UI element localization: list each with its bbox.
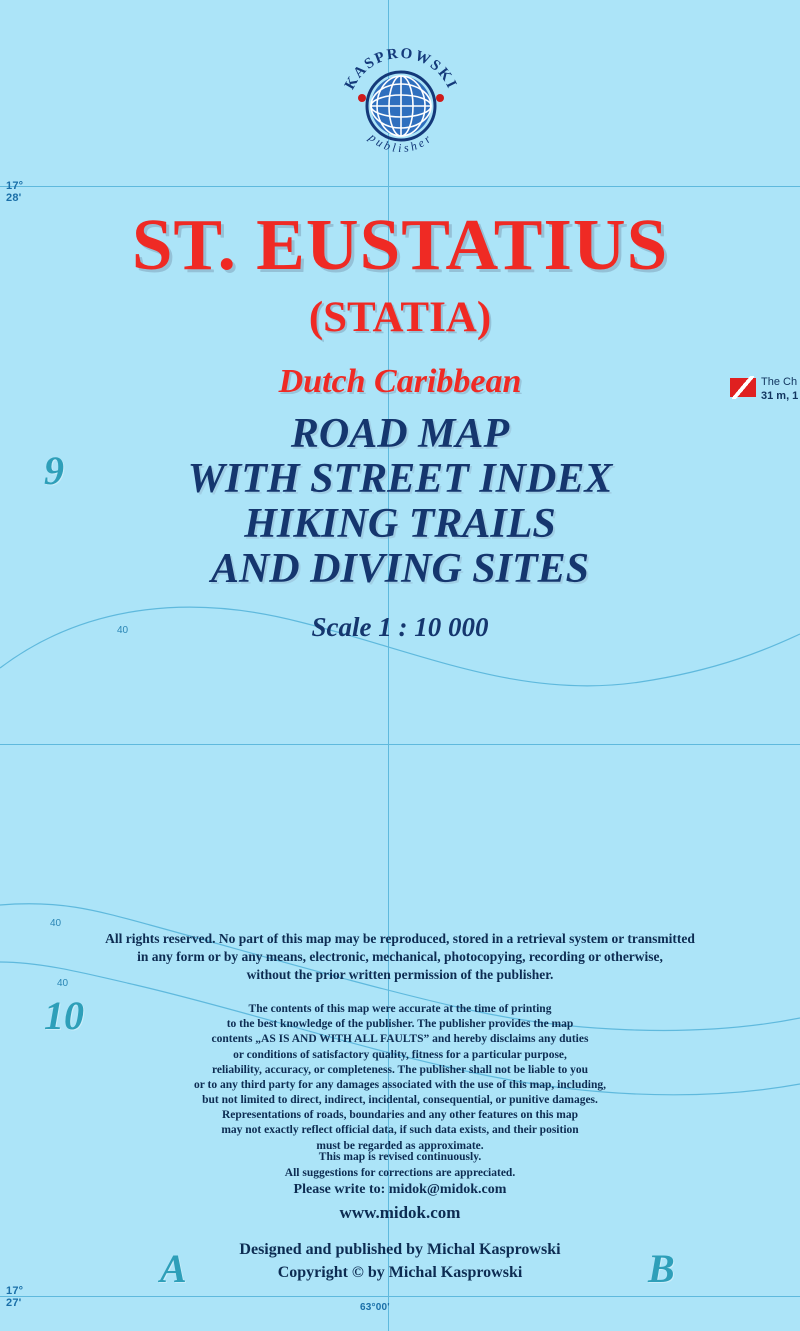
disclaimer-line: contents „AS IS AND WITH ALL FAULTS” and hereby disclaims any duties: [211, 1033, 589, 1046]
disclaimer-line: The contents of this map were accurate at the time of printing: [248, 1003, 552, 1015]
description-line: WITH STREET INDEX: [187, 455, 613, 502]
rights-line: in any form or by any means, electronic, mechanical, photocopying, recording or otherwise,: [137, 948, 663, 964]
disclaimer-line: may not exactly reflect official data, if such data exists, and their position: [221, 1124, 579, 1137]
depth-contour-label: 40: [50, 918, 62, 929]
graticule-horizontal-line: [0, 744, 800, 745]
disclaimer-line: reliability, accuracy, or completeness. The publisher shall not be liable to you: [211, 1063, 589, 1076]
description-line: HIKING TRAILS: [244, 500, 556, 547]
disclaimer-line: Representations of roads, boundaries and any other features on this map: [221, 1109, 578, 1122]
disclaimer-text: [0, 1002, 800, 1154]
rights-line: without the prior written permission of the publisher.: [246, 966, 554, 982]
dive-site-name: The Ch: [761, 376, 798, 388]
rights-line: All rights reserved. No part of this map may be reproduced, stored in a retrieval system or transmitted: [105, 931, 695, 946]
coordinate-top-left: 17° 28': [6, 180, 24, 204]
description-line: ROAD MAP: [290, 411, 510, 457]
website-link[interactable]: www.midok.com: [339, 1203, 461, 1222]
map-scale: Scale 1 : 10 000: [311, 612, 489, 642]
map-title: ST. EUSTATIUS: [131, 204, 669, 285]
disclaimer-line: to the best knowledge of the publisher. The publisher provides the map: [226, 1018, 574, 1031]
grid-label-row-10: 10: [44, 993, 84, 1038]
grid-label-col-a: A: [160, 1246, 187, 1291]
coordinate-bottom-left: 17° 27': [6, 1285, 24, 1309]
logo-bottom-text: publisher: [366, 130, 436, 156]
map-description: [0, 412, 800, 592]
depth-contour-label: 40: [117, 625, 129, 636]
revision-line: All suggestions for corrections are appreciated.: [284, 1166, 516, 1179]
map-frame-top: [0, 186, 800, 187]
map-frame-bottom: [0, 1296, 800, 1297]
dive-site-label: [761, 376, 798, 404]
revision-notice: [0, 1150, 800, 1181]
publisher-logo: [337, 40, 465, 168]
credit-line: Copyright © by Michal Kasprowski: [277, 1264, 523, 1282]
map-region: Dutch Caribbean: [278, 363, 522, 400]
dive-site-detail: 31 m, 1: [761, 389, 799, 402]
map-subtitle: (STATIA): [308, 294, 492, 341]
logo-top-text: KASPROWSKI: [341, 45, 461, 93]
credit-line: Designed and published by Michal Kasprowski: [239, 1241, 561, 1258]
grid-label-col-b: B: [648, 1246, 675, 1291]
disclaimer-line: must be regarded as approximate.: [316, 1139, 484, 1152]
depth-contour-label: 40: [57, 978, 69, 989]
revision-line: This map is revised continuously.: [318, 1151, 482, 1163]
contact-email[interactable]: Please write to: midok@midok.com: [293, 1182, 507, 1197]
rights-notice: [0, 930, 800, 983]
disclaimer-line: but not limited to direct, indirect, incidental, consequential, or punitive damages.: [202, 1094, 598, 1107]
diver-down-flag-icon: [730, 378, 756, 397]
grid-label-row-9: 9: [44, 448, 64, 493]
credits: [0, 1238, 800, 1284]
disclaimer-line: or conditions of satisfactory quality, fitness for a particular purpose,: [233, 1048, 567, 1061]
disclaimer-line: or to any third party for any damages associated with the use of this map, including,: [193, 1078, 606, 1091]
coordinate-bottom-longitude: 63°00': [360, 1302, 390, 1313]
description-line: AND DIVING SITES: [210, 545, 590, 592]
